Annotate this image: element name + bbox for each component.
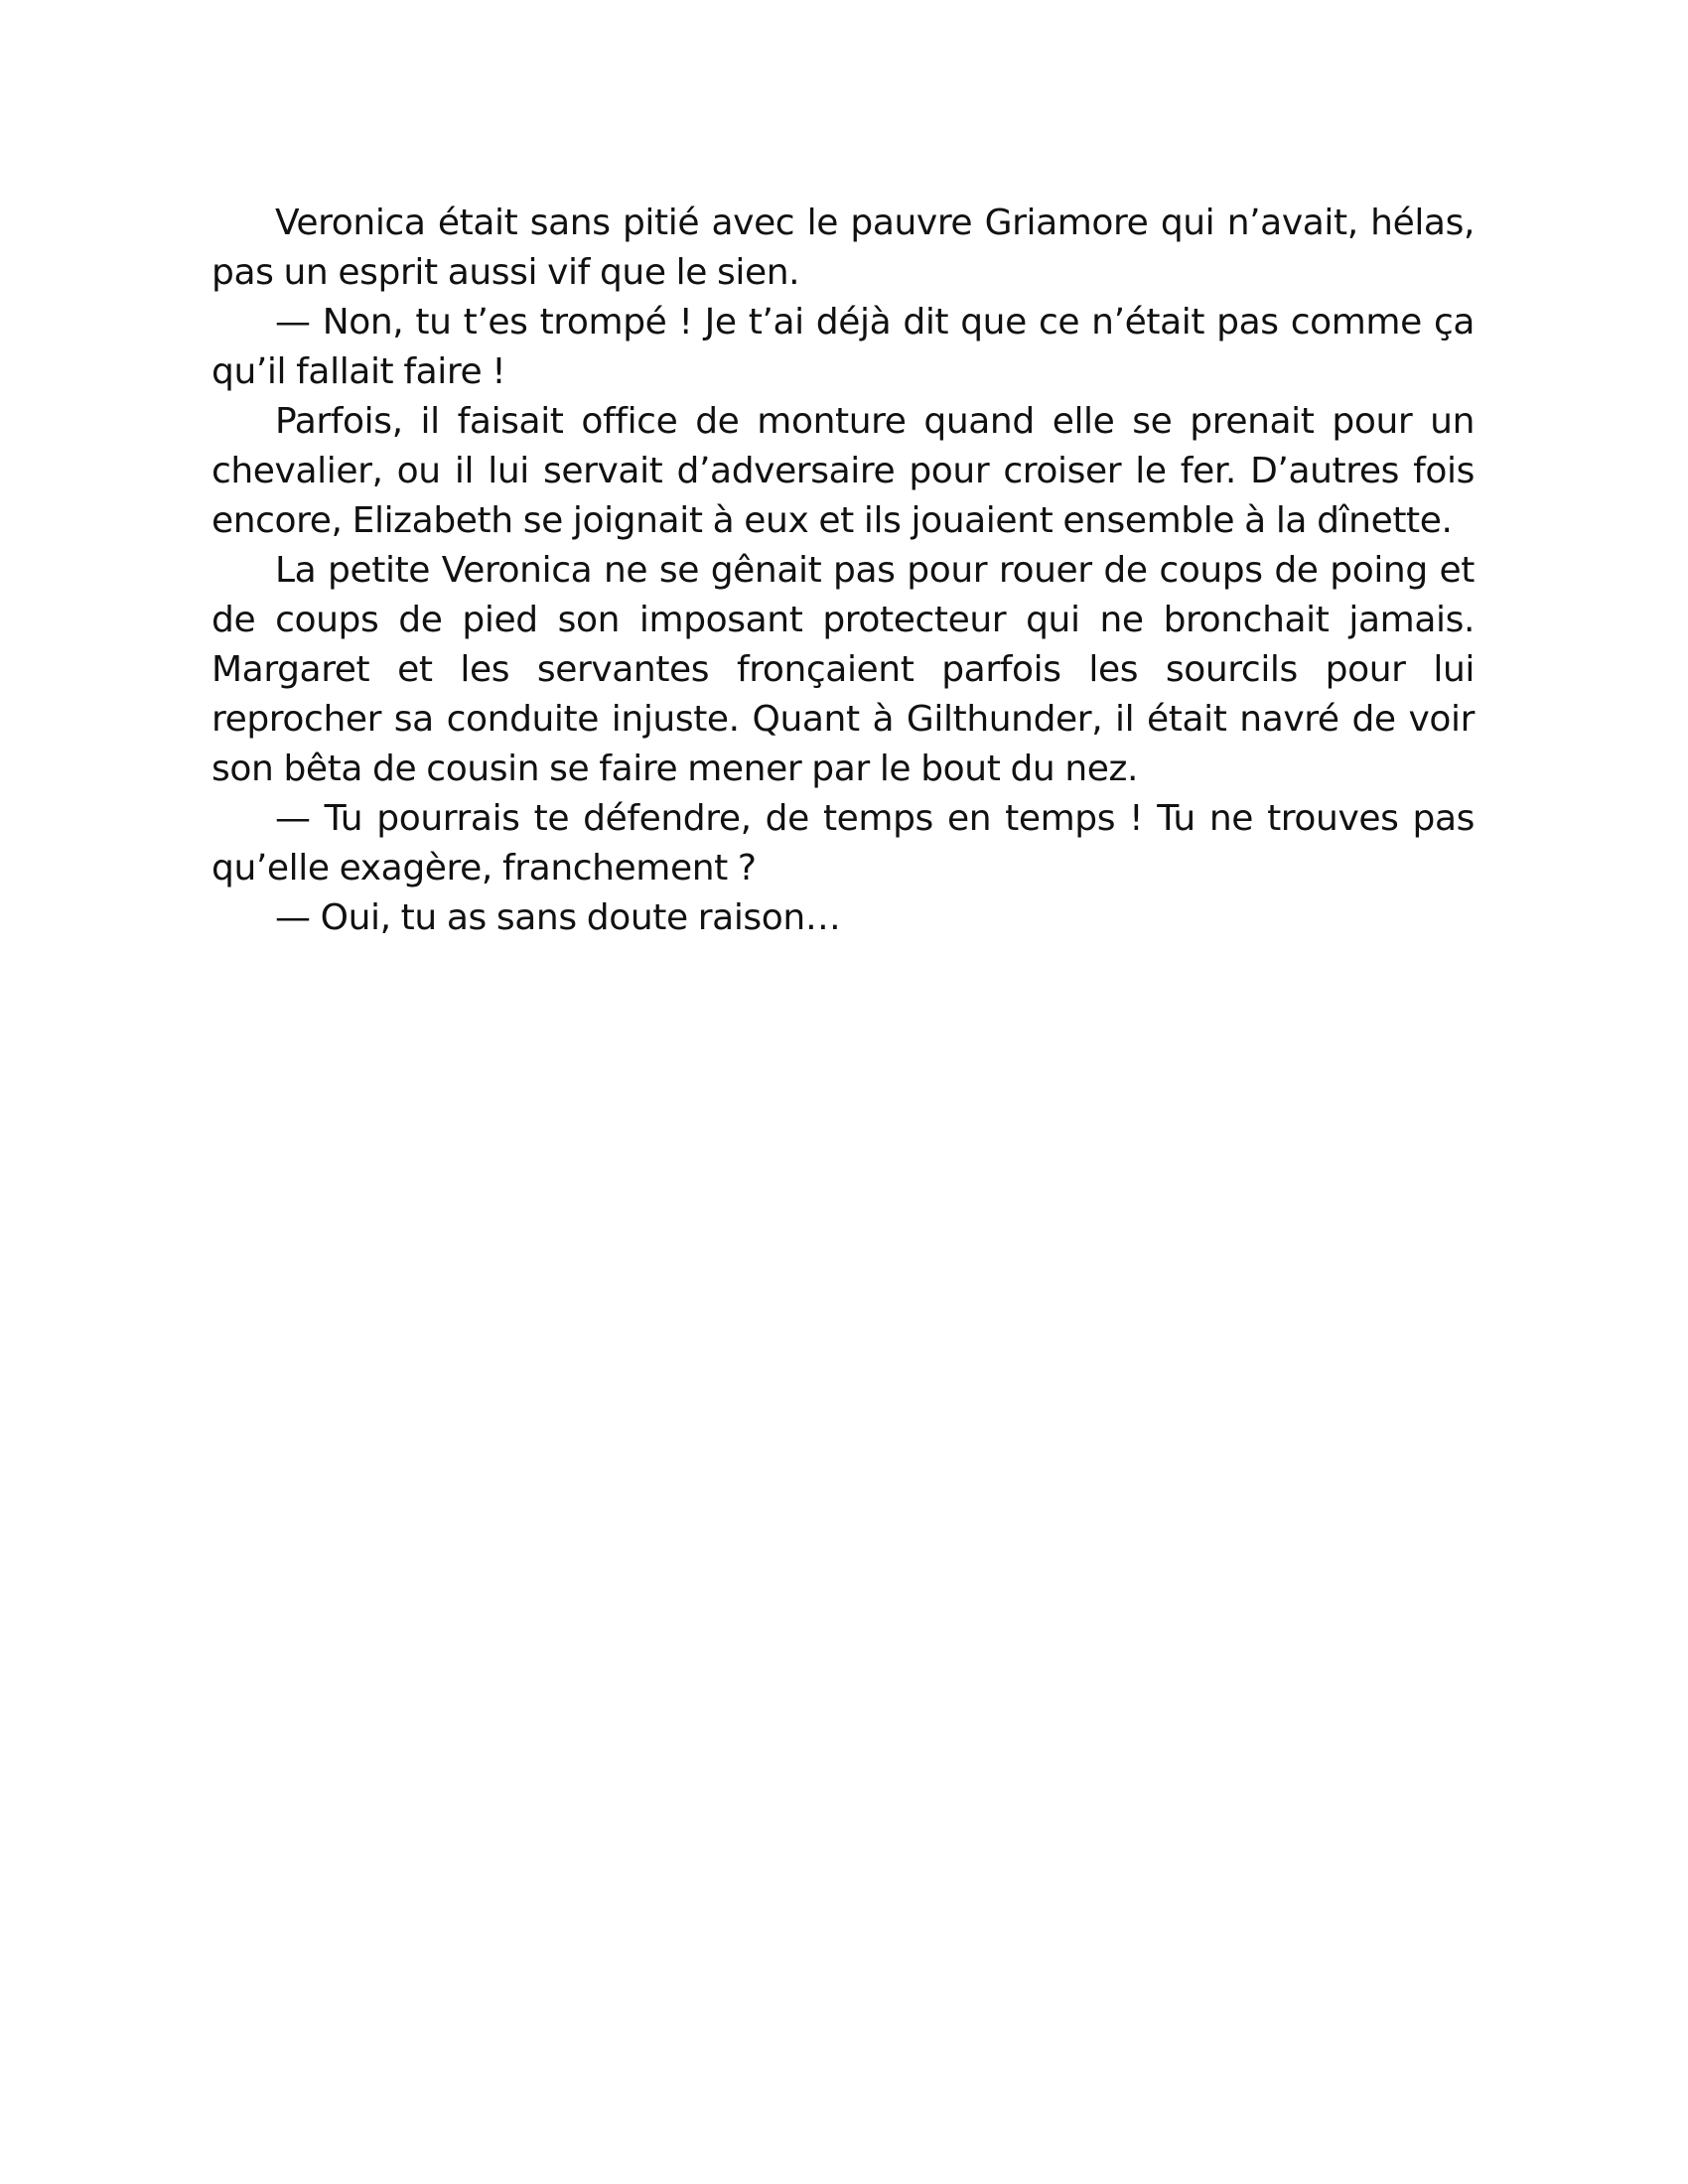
paragraph-3: Parfois, il faisait office de monture quand elle se prenait pour un chevalier, ou il lui servait d’adversaire pour croiser le fer. D’autres fois encore, Elizabeth se joignait à eux et ils jouaient ensemble à la dînette. (211, 401, 1475, 541)
paragraph-4: La petite Veronica ne se gênait pas pour rouer de coups de poing et de coups de pied son imposant protecteur qui ne bronchait jamais. Margaret et les servantes fronçaient parfois les sourcils pour lui reprocher sa conduite injuste. Quant à Gilthunder, il était navré de voir son bêta de cousin se faire mener par le bout du nez. (211, 550, 1475, 789)
paragraph-5: — Tu pourrais te défendre, de temps en temps ! Tu ne trouves pas qu’elle exagère, franchement ? (211, 798, 1475, 888)
paragraph-1: Veronica était sans pitié avec le pauvre Griamore qui n’avait, hélas, pas un esprit aussi vif que le sien. (211, 203, 1475, 293)
paragraph-2: — Non, tu t’es trompé ! Je t’ai déjà dit que ce n’était pas comme ça qu’il fallait faire ! (211, 302, 1475, 392)
paragraph-6: — Oui, tu as sans doute raison… (275, 897, 841, 938)
body-text (211, 199, 1475, 943)
